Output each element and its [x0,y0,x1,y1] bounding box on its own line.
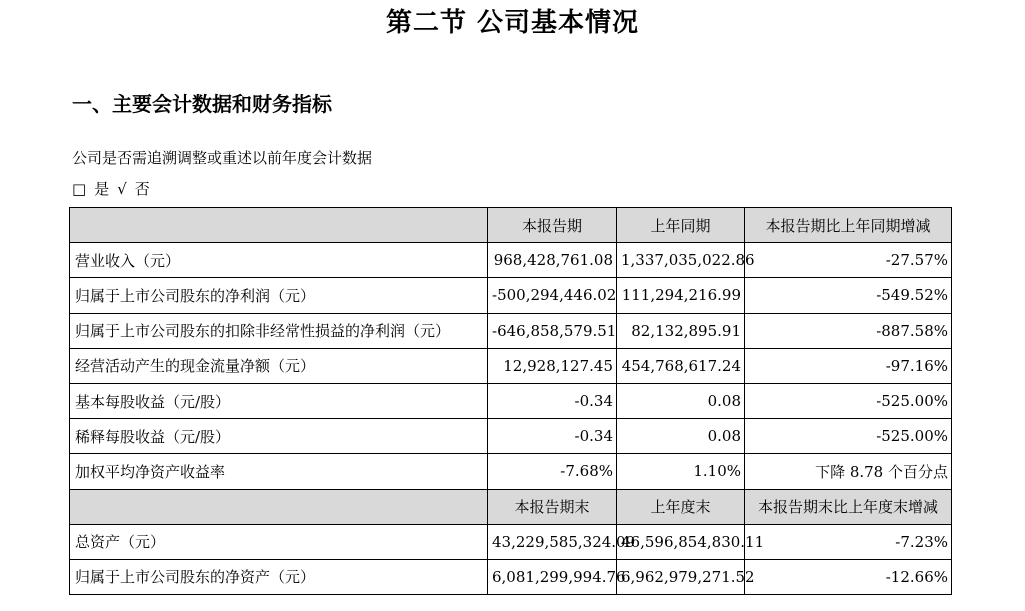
table-row [70,278,952,313]
table-row [70,454,952,489]
row-label: 基本每股收益（元/股） [70,383,488,418]
row-label: 归属于上市公司股东的净利润（元） [70,278,488,313]
option-yes-label: 是 [94,180,110,198]
prior-value: 0.08 [617,383,745,418]
financial-indicators-table [69,207,952,595]
change-value: -525.00% [745,383,952,418]
header-cell: 本报告期末比上年度末增减 [745,489,952,524]
prior-value: 46,596,854,830.11 [617,524,745,559]
prior-value: 1.10% [617,454,745,489]
change-value: -887.58% [745,313,952,348]
change-value: 下降 8.78 个百分点 [745,454,952,489]
table-row [70,243,952,278]
header-cell: 本报告期 [488,208,617,243]
row-label: 营业收入（元） [70,243,488,278]
prior-value: 82,132,895.91 [617,313,745,348]
row-label: 总资产（元） [70,524,488,559]
change-value: -27.57% [745,243,952,278]
option-no-label: 否 [134,180,150,198]
header-cell: 本报告期比上年同期增减 [745,208,952,243]
table-row [70,383,952,418]
current-value: -7.68% [488,454,617,489]
header-cell [70,208,488,243]
restatement-question: 公司是否需追溯调整或重述以前年度会计数据 [72,149,373,167]
prior-value: 6,962,979,271.52 [617,559,745,594]
current-value: 968,428,761.08 [488,243,617,278]
current-value: 12,928,127.45 [488,348,617,383]
header-cell: 本报告期末 [488,489,617,524]
current-value: -0.34 [488,419,617,454]
prior-value: 1,337,035,022.86 [617,243,745,278]
table-row [70,419,952,454]
change-value: -525.00% [745,419,952,454]
table-row [70,524,952,559]
prior-value: 454,768,617.24 [617,348,745,383]
row-label: 经营活动产生的现金流量净额（元） [70,348,488,383]
change-value: -549.52% [745,278,952,313]
current-value: 6,081,299,994.76 [488,559,617,594]
header-cell [70,489,488,524]
table-row [70,559,952,594]
table-row [70,348,952,383]
checkmark-icon: √ [117,180,127,198]
table-header-row-period-end [70,489,952,524]
table-header-row-period [70,208,952,243]
table-row [70,313,952,348]
prior-value: 0.08 [617,419,745,454]
restatement-answer [72,178,158,199]
row-label: 归属于上市公司股东的净资产（元） [70,559,488,594]
current-value: -0.34 [488,383,617,418]
header-cell: 上年度末 [617,489,745,524]
row-label: 稀释每股收益（元/股） [70,419,488,454]
current-value: -646,858,579.51 [488,313,617,348]
checkbox-empty-icon: □ [72,180,87,198]
section-heading: 一、主要会计数据和财务指标 [72,92,332,116]
header-cell: 上年同期 [617,208,745,243]
prior-value: 111,294,216.99 [617,278,745,313]
current-value: 43,229,585,324.09 [488,524,617,559]
row-label: 加权平均净资产收益率 [70,454,488,489]
current-value: -500,294,446.02 [488,278,617,313]
row-label: 归属于上市公司股东的扣除非经常性损益的净利润（元） [70,313,488,348]
change-value: -97.16% [745,348,952,383]
change-value: -7.23% [745,524,952,559]
change-value: -12.66% [745,559,952,594]
page-title: 第二节 公司基本情况 [385,8,640,38]
